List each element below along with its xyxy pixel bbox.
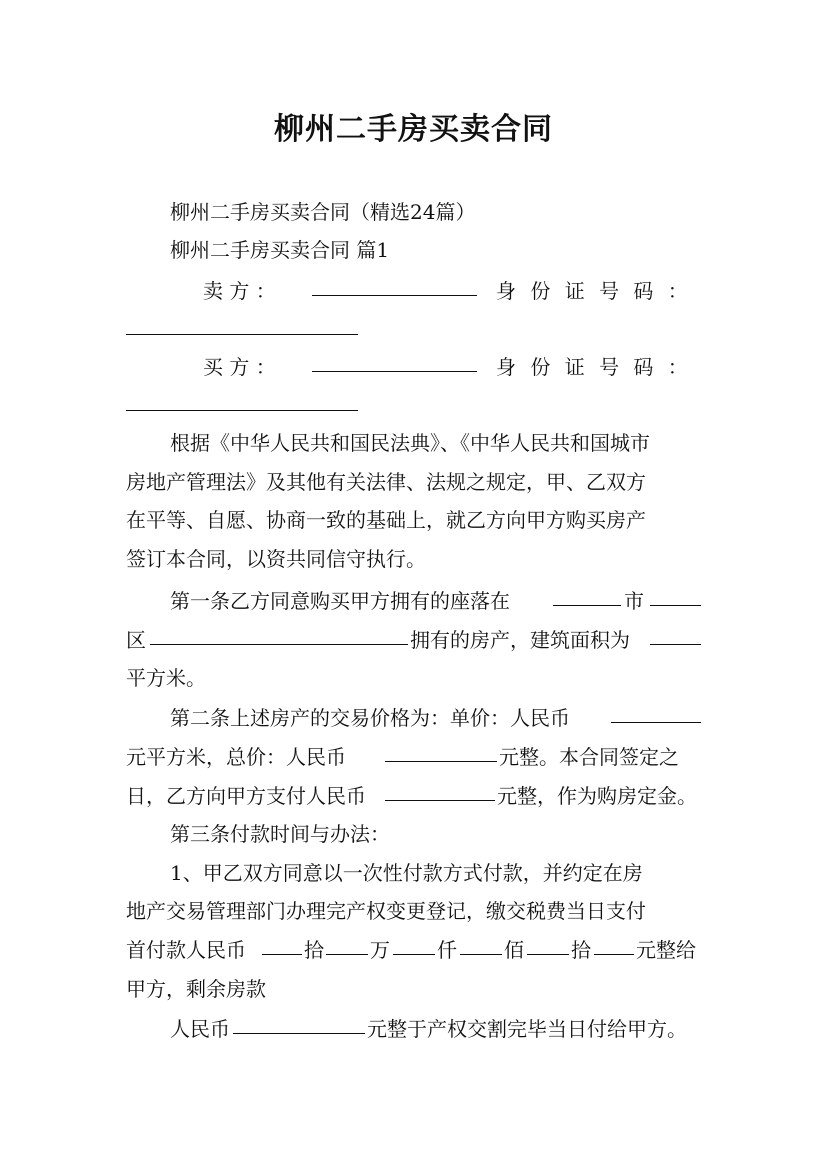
art2-text-d: 日，乙方向甲方支付人民币 <box>126 784 366 808</box>
art1-text-a: 第一条乙方同意购买甲方拥有的座落在 <box>170 589 510 613</box>
art2-unit-price-blank <box>611 704 701 723</box>
art1-district-blank <box>650 587 701 606</box>
art1-address-blank <box>150 626 408 645</box>
art1-text-e: 平方米。 <box>126 666 206 690</box>
art2-text-a: 第二条上述房产的交易价格为：单价：人民币 <box>170 706 570 730</box>
art3-line5-text: 人民币 <box>170 1017 230 1041</box>
unit-bai: 佰 <box>504 938 524 962</box>
seller-name-blank <box>312 277 477 296</box>
art2-text-c: 元整。本合同签定之 <box>499 745 679 769</box>
section-heading: 柳州二手房买卖合同 篇1 <box>170 238 390 262</box>
seller-label: 卖 方 ： <box>203 279 276 303</box>
unit-shi: 拾 <box>304 938 324 962</box>
para1-line1: 根据《中华人民共和国民法典》、《中华人民共和国城市 <box>170 431 650 455</box>
art3-remaining-blank <box>233 1015 365 1034</box>
art2-text-b: 元平方米，总价：人民币 <box>126 745 346 769</box>
amount-blank-6 <box>594 936 634 955</box>
buyer-label: 买 方 ： <box>203 355 276 379</box>
amount-blank-1 <box>262 936 302 955</box>
art3-line5-end: 元整于产权交割完毕当日付给甲方。 <box>367 1017 687 1041</box>
buyer-id-label: 身 份 证 号 码 ： <box>496 355 692 379</box>
buyer-name-blank <box>312 353 477 372</box>
unit-qian: 仟 <box>437 938 457 962</box>
para1-line2: 房地产管理法》及其他有关法律、法规之规定，甲、乙双方 <box>126 470 646 494</box>
amount-blank-4 <box>460 936 502 955</box>
amount-blank-5 <box>527 936 569 955</box>
art3-line2: 地产交易管理部门办理完产权变更登记，缴交税费当日支付 <box>126 899 646 923</box>
unit-shi2: 拾 <box>571 938 591 962</box>
art2-deposit-blank <box>385 782 495 801</box>
unit-wan: 万 <box>370 938 390 962</box>
art2-text-e: 元整，作为购房定金。 <box>497 784 697 808</box>
art3-line3-text: 首付款人民币 <box>126 938 246 962</box>
amount-blank-3 <box>393 936 435 955</box>
art1-area-blank <box>650 626 701 645</box>
art3-title: 第三条付款时间与办法： <box>170 822 390 846</box>
buyer-id-blank <box>126 392 358 411</box>
amount-blank-2 <box>326 936 368 955</box>
art2-total-price-blank <box>385 743 497 762</box>
para1-line3: 在平等、自愿、协商一致的基础上，就乙方向甲方购买房产 <box>126 508 646 532</box>
subtitle: 柳州二手房买卖合同（精选24篇） <box>170 200 476 224</box>
art1-city-blank <box>553 587 621 606</box>
page-title: 柳州二手房买卖合同 <box>274 112 553 147</box>
art1-text-c: 区 <box>126 628 146 652</box>
art1-text-b: 市 <box>624 589 644 613</box>
art3-line1: 1、甲乙双方同意以一次性付款方式付款，并约定在房 <box>170 861 643 885</box>
unit-yuan: 元整给 <box>636 938 696 962</box>
art3-line4: 甲方，剩余房款 <box>126 977 266 1001</box>
seller-id-blank <box>126 316 358 335</box>
seller-id-label: 身 份 证 号 码 ： <box>496 279 692 303</box>
art1-text-d: 拥有的房产，建筑面积为 <box>410 628 630 652</box>
para1-line4: 签订本合同，以资共同信守执行。 <box>126 547 426 571</box>
